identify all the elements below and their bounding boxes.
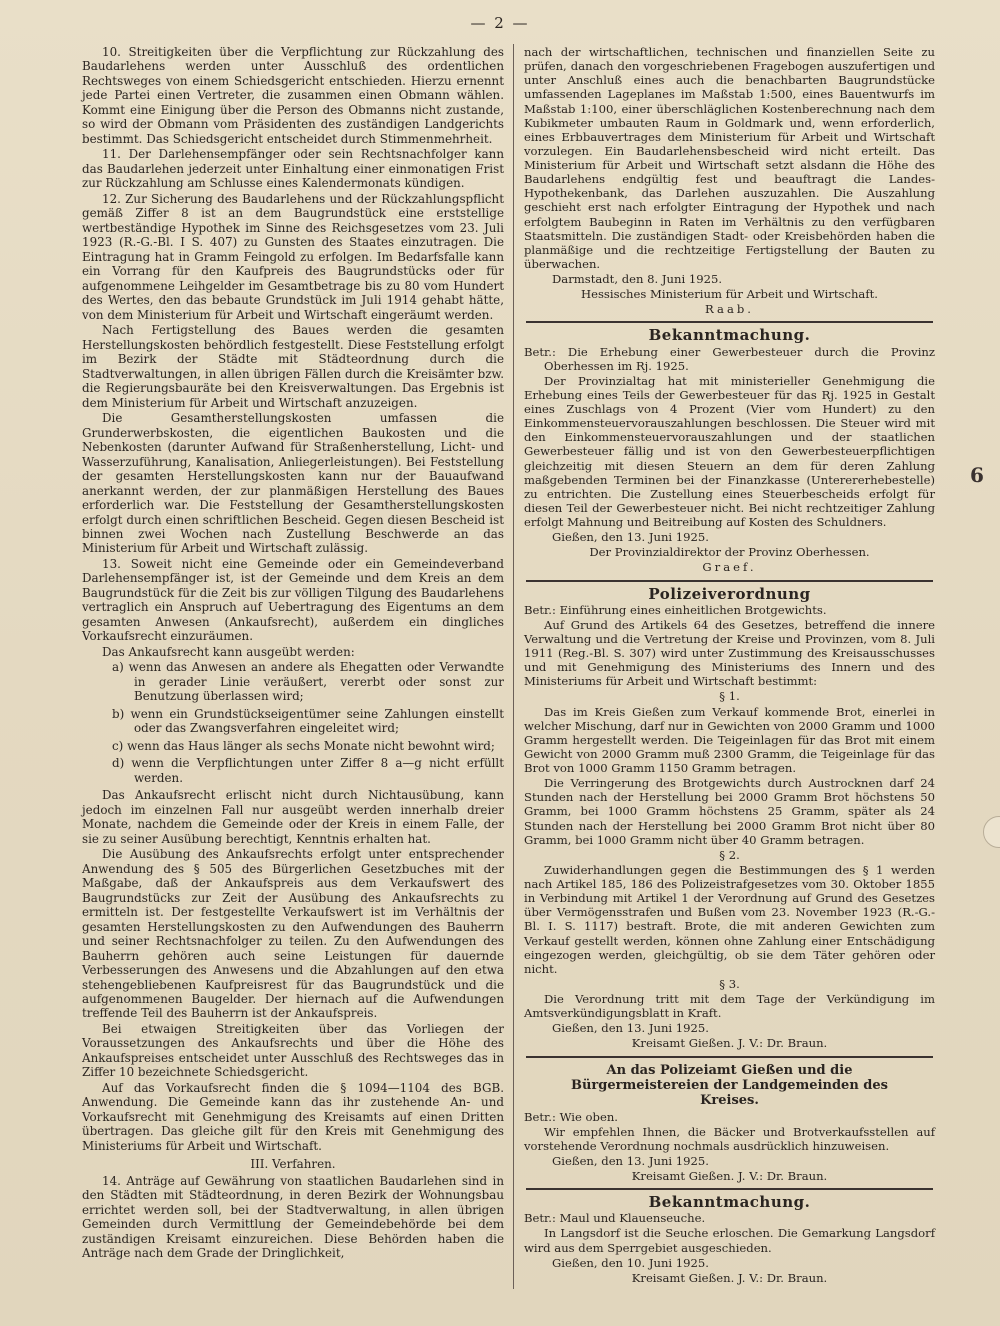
paragraph-symbol-2: § 2. bbox=[719, 847, 740, 862]
paragraph-12-total-costs: Die Gesamtherstellungskosten umfassen die Grunderwerbskosten, die eigentlichen Baukosten und die Nebenkosten (darunter Aufwand für Straßenherstellung, Licht- und Wasserzuführung, Kanalisation, Anliegerleistungen). Bei Feststellung der gesamten Herstellungskosten kann nur der Bauaufwand anerkannt werden, der zur planmäßigen Herstellung des Baues erforderlich war. Die Feststellung der Gesamtherstellungskosten erfolgt durch einen schriftlichen Bescheid. Gegen diesen Bescheid ist binnen zwei Wochen nach Zustellung Beschwerde an das Ministerium für Arbeit und Wirtschaft zulässig. bbox=[82, 411, 504, 556]
signature-office: Kreisamt Gießen. J. V.: Dr. Braun. bbox=[631, 1036, 828, 1051]
paragraph-14: 14. Anträge auf Gewährung von staatlichen Baudarlehen sind in den Städten mit Städteordnung, in deren Bezirk der Wohnungsbau errichtet werden soll, bei der Stadtverwaltung, in allen übrigen Gemeinden durch Vermittlung der Gemeindebehörde bei dem zuständigen Kreisamt einzureichen. Diese Behörden haben die Anträge nach dem Grade der Dringlichkeit, bbox=[82, 1173, 504, 1261]
paragraph-11: 11. Der Darlehensempfänger oder sein Rechtsnachfolger kann das Baudarlehen jederzeit unter Einhaltung einer einmonatigen Frist zur Rückzahlung am Schlusse eines Kalendermonats kündigen. bbox=[82, 147, 504, 191]
section-rule bbox=[526, 321, 933, 323]
section-heading-iii: III. Verfahren. bbox=[250, 1157, 336, 1172]
signature-office: Hessisches Ministerium für Arbeit und Wirtschaft. bbox=[581, 287, 878, 302]
right-column bbox=[524, 45, 935, 1286]
list-item-d: d) wenn die Verpflichtungen unter Ziffer 8 a—g nicht erfüllt werden. bbox=[112, 756, 504, 785]
body-disease: In Langsdorf ist die Seuche erloschen. Die Gemarkung Langsdorf wird aus dem Sperrgebiet ausgeschieden. bbox=[524, 1226, 935, 1255]
paragraph-13-preemption: Auf das Vorkaufsrecht finden die § 1094—1104 des BGB. Anwendung. Die Gemeinde kann das ihr zustehende An- und Vorkaufsrecht mit Genehmigung des Kreisamts auf einen Dritten übertragen. Das gleiche gilt für den Kreis mit Genehmigung des Ministeriums für Arbeit und Wirtschaft. bbox=[82, 1080, 504, 1153]
heading-bekanntmachung-tax: Bekanntmachung. bbox=[648, 326, 811, 345]
paragraph-13-intro: Das Ankaufsrecht kann ausgeübt werden: bbox=[102, 644, 355, 659]
page-number: — 2 — bbox=[470, 14, 530, 32]
signature-office: Kreisamt Gießen. J. V.: Dr. Braun. bbox=[631, 1169, 828, 1183]
paragraph-12-costs: Nach Fertigstellung des Baues werden die gesamten Herstellungskosten behördlich festgestellt. Diese Feststellung erfolgt im Bezirk der Städte mit Städteordnung durch die Stadtverwaltungen, in allen übrigen Fällen durch die Kreisämter bzw. die Regierungsbauräte bei den Kreisverwaltungen. Das Ergebnis ist dem Ministerium für Arbeit und Wirtschaft anzuzeigen. bbox=[82, 323, 504, 410]
paragraph-symbol-1: § 1. bbox=[719, 689, 740, 704]
body-bread-par2: Zuwiderhandlungen gegen die Bestimmungen des § 1 werden nach Artikel 185, 186 des Polizeistrafgesetzes vom 30. Oktober 1855 in Verbindung mit Artikel 1 der Verordnung auf Grund des Gesetzes über Vermögensstrafen und Bußen vom 23. November 1923 (R.-G.-Bl. I. S. 1117) bestraft. Brote, die mit anderen Gewichten zum Verkauf gestellt werden, können ohne Zahlung einer Entschädigung eingezogen werden, gleichgültig, ob sie dem Täter gehören oder nicht. bbox=[524, 862, 935, 976]
margin-mark: 6 bbox=[970, 463, 984, 487]
body-bread-par3: Die Verordnung tritt mit dem Tage der Verkündigung im Amtsverkündigungsblatt in Kraft. bbox=[524, 992, 935, 1021]
paragraph-10: 10. Streitigkeiten über die Verpflichtung zur Rückzahlung des Baudarlehens werden unter Ausschluß des ordentlichen Rechtsweges von einem Schiedsgericht entschieden. Hierzu ernennt jede Partei einen Vertreter, die zusammen einen Obmann wählen. Kommt eine Einigung über die Person des Obmanns nicht zustande, so wird der Obmann vom Präsidenten des zuständigen Landgerichts bestimmt. Das Schiedsgericht entscheidet durch Stimmenmehrheit. bbox=[82, 45, 504, 146]
paragraph-13-exercise: Die Ausübung des Ankaufsrechts erfolgt unter entsprechender Anwendung des § 505 des Bürgerlichen Gesetzbuches mit der Maßgabe, daß der Ankaufspreis aus dem Verkaufswert des Baugrundstücks zur Zeit der Ausübung des Ankaufsrechts zu ermitteln ist. Der festgestellte Verkaufswert ist im Verhältnis der gesamten Herstellungskosten zu den Aufwendungen des Bauherrn und seiner Rechtsnachfolger zu teilen. Zu den Aufwendungen des Bauherrn gehören auch seine Leistungen für dauernde Verbesserungen des Anwesens und die Abzahlungen auf den etwa stehengebliebenen Kaufpreisrest für das Baugrundstück und die aufgenommenen Baugelder. Der hiernach auf die Aufwendungen treffende Teil des Bauherrn ist der Ankaufspreis. bbox=[82, 847, 504, 1021]
section-rule bbox=[526, 1188, 933, 1190]
paragraph-13: 13. Soweit nicht eine Gemeinde oder ein Gemeindeverband Darlehensempfänger ist, ist der Gemeinde und dem Kreis an dem Baugrundstück für die Zeit bis zur völligen Tilgung des Baudarlehens vertraglich ein Anspruch auf Uebertragung des Eigentums an dem gesamten Anwesen (Ankaufsrecht), außerdem ein dingliches Vorkaufsrecht einzuräumen. bbox=[82, 556, 504, 644]
heading-bekanntmachung-disease: Bekanntmachung. bbox=[648, 1193, 811, 1212]
body-bread-intro: Auf Grund des Artikels 64 des Gesetzes, betreffend die innere Verwaltung und die Vertretung der Kreise und Provinzen, vom 8. Juli 1911 (Reg.-Bl. S. 307) wird unter Zustimmung des Kreisausschusses und mit Genehmigung des Ministeriums des Innern und des Ministeriums für Arbeit und Wirtschaft bestimmt: bbox=[524, 617, 935, 689]
body-recommendation: Wir empfehlen Ihnen, die Bäcker und Brotverkaufsstellen auf vorstehende Verordnung nochmals ausdrücklich hinzuweisen. bbox=[524, 1124, 935, 1153]
paragraph-13-disputes: Bei etwaigen Streitigkeiten über das Vorliegen der Voraussetzungen des Ankaufsrechts und über die Höhe des Ankaufspreises entscheidet unter Ausschluß des Rechtsweges das in Ziffer 10 bezeichnete Schiedsgericht. bbox=[82, 1021, 504, 1080]
signature-name: Graef. bbox=[702, 560, 757, 575]
signature-name: Raab. bbox=[705, 302, 754, 317]
subject-line-tax: Betr.: Die Erhebung einer Gewerbesteuer durch die Provinz Oberhessen im Rj. 1925. bbox=[524, 344, 935, 373]
signature-place-date: Gießen, den 10. Juni 1925. bbox=[552, 1255, 709, 1270]
column-divider bbox=[513, 44, 514, 1289]
subject-line-bread: Betr.: Einführung eines einheitlichen Brotgewichts. bbox=[524, 602, 827, 617]
section-rule bbox=[526, 580, 933, 582]
signature-place-date: Gießen, den 13. Juni 1925. bbox=[552, 1021, 709, 1036]
paragraph-14-continued: nach der wirtschaftlichen, technischen und finanziellen Seite zu prüfen, danach den vorgeschriebenen Fragebogen auszufertigen und unter Anschluß eines auch die benachbarten Baugrundstücke umfassenden Lageplanes im Maßstab 1:500, eines Bauentwurfs im Maßstab 1:100, einer überschläglichen Kostenberechnung nach dem Kubikmeter umbauten Raum in Goldmark und, wenn erforderlich, eines Erbbauvertrages dem Ministerium für Arbeit und Wirtschaft vorzulegen. Ein Baudarlehensbescheid wird nicht erteilt. Das Ministerium für Arbeit und Wirtschaft setzt alsdann die Höhe des Baudarlehens endgültig fest und beauftragt die Landes-Hypothekenbank, das Darlehen auszuzahlen. Die Auszahlung geschieht erst nach erfolgter Eintragung der Hypothek und nach erfolgtem Baubeginn in Raten im Verhältnis zu den verfügbaren Staatsmitteln. Die zuständigen Stadt- oder Kreisbehörden haben die planmäßige und die rechtzeitige Fertigstellung der Bauten zu überwachen. bbox=[524, 45, 935, 271]
signature-office: Der Provinzialdirektor der Provinz Oberhessen. bbox=[589, 545, 870, 560]
paragraph-symbol-3: § 3. bbox=[719, 976, 740, 991]
punch-hole bbox=[983, 816, 1000, 848]
section-rule bbox=[526, 1056, 933, 1058]
body-tax: Der Provinzialtag hat mit ministerieller Genehmigung die Erhebung eines Teils der Gewerbesteuer für das Rj. 1925 in Gestalt eines Zuschlags von 4 Prozent (Vier vom Hundert) zu den Einkommensteuervorauszahlungen beschlossen. Die Steuer wird mit den Einkommensteuervorauszahlungen und der staatlichen Gewerbesteuer fällig und ist von den Gewerbesteuerpflichtigen gleichzeitig mit diesen Steuern an dem für deren Zahlung maßgebenden Terminen bei der Finanzkasse (Unterererhebestelle) zu entrichten. Die Zustellung eines Steuerbescheids erfolgt für diesen Teil der Gewerbesteuer nicht. Bei nicht rechtzeitiger Zahlung erfolgt Mahnung und Beitreibung auf Kosten des Schuldners. bbox=[524, 373, 935, 529]
left-column bbox=[82, 45, 504, 1262]
list-item-a: a) wenn das Anwesen an andere als Ehegatten oder Verwandte in gerader Linie veräußert, vererbt oder sonst zur Benutzung überlassen wird; bbox=[112, 660, 504, 704]
heading-polizeiverordnung: Polizeiverordnung bbox=[648, 584, 811, 603]
paragraph-12: 12. Zur Sicherung des Baudarlehens und der Rückzahlungspflicht gemäß Ziffer 8 ist an dem Baugrundstück eine erststellige wertbeständige Hypothek im Sinne des Reichsgesetzes vom 23. Juli 1923 (R.-G.-Bl. I S. 407) zu Gunsten des Staates einzutragen. Die Eintragung hat in Gramm Feingold zu erfolgen. Im Bedarfsfalle kann ein Vorrang für den Kaufpreis des Baugrundstücks oder für aufgenommene Leihgelder im Gesamtbetrage bis zu 80 vom Hundert des Wertes, den das bebaute Grundstück im Juli 1914 gehabt hätte, von dem Ministerium für Arbeit und Wirtschaft eingeräumt werden. bbox=[82, 191, 504, 322]
body-bread-par1-a: Das im Kreis Gießen zum Verkauf kommende Brot, einerlei in welcher Mischung, darf nur in Gewichten von 2000 Gramm und 1000 Gramm hergestellt werden. Die Teigeinlagen für das Brot mit einem Gewicht von 2000 Gramm muß 2300 Gramm, die Teigeinlage für das Brot von 1000 Gramm 1150 Gramm betragen. bbox=[524, 704, 935, 775]
paragraph-13-expiry: Das Ankaufsrecht erlischt nicht durch Nichtausübung, kann jedoch im einzelnen Fall nur ausgeübt werden innerhalb dreier Monate, nachdem die Gemeinde oder der Kreis in einem Falle, der sie zu seiner Ausübung berechtigt, Kenntnis erhalten hat. bbox=[82, 788, 504, 846]
subject-line-same: Betr.: Wie oben. bbox=[524, 1109, 618, 1124]
subject-line-disease: Betr.: Maul und Klauenseuche. bbox=[524, 1211, 706, 1226]
heading-police-office: An das Polizeiamt Gießen und die Bürgermeistereien der Landgemeinden des Kreises. bbox=[570, 1062, 888, 1108]
list-item-b: b) wenn ein Grundstückseigentümer seine Zahlungen einstellt oder das Zwangsverfahren eingeleitet wird; bbox=[112, 706, 504, 736]
signature-place-date: Darmstadt, den 8. Juni 1925. bbox=[552, 272, 723, 286]
signature-place-date: Gießen, den 13. Juni 1925. bbox=[552, 1153, 709, 1168]
signature-office: Kreisamt Gießen. J. V.: Dr. Braun. bbox=[631, 1270, 828, 1285]
body-bread-par1-b: Die Verringerung des Brotgewichts durch Austrocknen darf 24 Stunden nach der Herstellung bei 2000 Gramm Brot höchstens 50 Gramm, bei 1000 Gramm höchstens 25 Gramm, später als 24 Stunden nach der Herstellung bei 2000 Gramm Brot nicht über 80 Gramm, bei 1000 Gramm nicht über 40 Gramm betragen. bbox=[524, 776, 935, 847]
signature-place-date: Gießen, den 13. Juni 1925. bbox=[552, 530, 709, 545]
list-item-c: c) wenn das Haus länger als sechs Monate nicht bewohnt wird; bbox=[112, 738, 495, 753]
